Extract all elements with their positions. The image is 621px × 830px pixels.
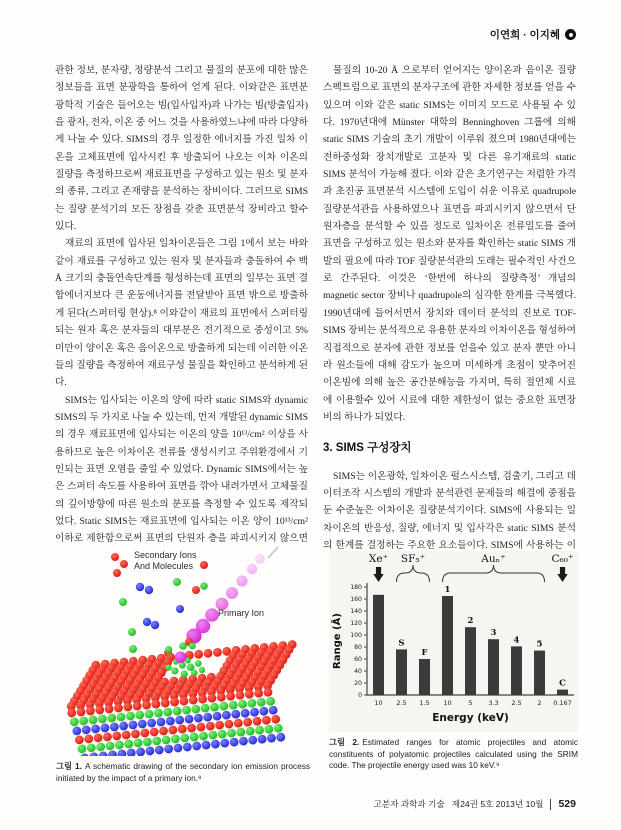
bar-label: C — [559, 678, 566, 689]
y-tick-label: 140 — [350, 608, 362, 615]
y-tick-label: 0 — [358, 692, 362, 699]
x-tick-label: 10 — [443, 699, 452, 707]
y-tick-label: 160 — [350, 596, 362, 603]
bar — [419, 659, 430, 695]
bar — [442, 596, 453, 695]
range-vs-energy-bar-chart — [329, 551, 578, 732]
projectile-group-label: SF₅⁺ — [400, 553, 426, 565]
bar-label: 4 — [513, 635, 520, 646]
secondary-ion-sphere — [151, 621, 159, 629]
journal-name: 고분자 과학과 기술 — [373, 799, 445, 809]
bar-label: 1 — [444, 585, 451, 595]
primary-ion-sphere — [247, 564, 257, 574]
secondary-ion-sphere — [119, 598, 127, 606]
bar — [534, 651, 545, 695]
bar-label: S — [398, 638, 405, 649]
projectile-group-label: Xe⁺ — [368, 553, 389, 565]
x-tick-label: 10 — [374, 699, 383, 707]
bar-label: F — [421, 648, 428, 658]
secondary-ion-sphere — [128, 628, 136, 636]
issue-info: 제24권 5호 2013년 10월 — [451, 799, 544, 809]
primary-ion-sphere — [255, 554, 265, 564]
x-axis-title: Energy (keV) — [432, 712, 509, 724]
bar — [511, 646, 522, 695]
x-tick-label: 3.3 — [488, 699, 499, 707]
figure2-caption-text: Estimated ranges for atomic projectiles and atomic constituents of polyatomic projectiles calculated using the SRIM code. The projectile energy used was 10 keV.⁹ — [329, 737, 578, 771]
x-tick-label: 1.5 — [419, 699, 430, 707]
column-left — [55, 62, 308, 543]
figure1-image — [56, 544, 310, 756]
secondary-ion-sphere — [136, 583, 144, 591]
secondary-ion-emission-illustration — [56, 544, 310, 756]
column-right — [323, 62, 576, 549]
projectile-group-label: C₆₀⁺ — [551, 553, 574, 565]
secondary-ions-label: Secondary Ions And Molecules — [134, 550, 197, 571]
author-names: 이연희 · 이지혜 — [489, 29, 560, 41]
paragraph: SIMS는 이온광학, 일차이온 펄스시스템, 검출기, 그리고 데이터조작 시스템의 개발과 분석관련 문제들의 해결에 중점을 둔 수준높은 이차이온 질량분석기이다. SIMS에 사용되는 일차이온의 반응성, 질량, 에너지 및 입사각은 static SIMS 분석의 한계를 결정하는 주요한 요소들이다. SIMS에 사용하는 이 — [323, 470, 576, 549]
paragraph: 관한 정보, 분자량, 정량분석 그리고 물질의 분포에 대한 많은 정보들을 표면 분광학을 통하여 얻게 된다. 이와같은 표면분광학적 기술은 들어오는 빔(입사입자)과 나가는 빔(방출입자)을 광자, 전자, 이온 중 어느 것을 사용하였느냐에 따라 다양하게 나눌 수 있다. SIMS의 경우 일정한 에너지를 가진 일차 이온을 고체표면에 입사시킨 후 방출되어 나오는 이차 이온의 질량을 측정하므로써 재료표면을 구성하고 있는 원소 및 분자의 종류, 그리고 존재량을 분석하는 장비이다. 그러므로 SIMS는 질량 분석기의 모든 장점을 갖춘 표면분석 장비라고 할수 있다. — [55, 65, 308, 233]
bar-label: 5 — [536, 639, 543, 650]
paragraph: 물질의 10-20 Å 으로부터 얻어지는 양이온과 음이온 질량 스펙트럼으로 표면의 분자구조에 관한 자세한 정보를 얻을 수 있으며 이와 같은 static SIMS는 이미지 모드로 사용될 수 있다. 1970년대에 Münster 대학의 Benninghoven 그룹에 의해 static SIMS 기술의 초기 개발이 이루워 졌으며 1980년대에는 전하중성화 장치개발로 고분자 및 다른 유기재료의 static SIMS 분석이 가능해 졌다. 이와 같은 초기연구는 저렴한 가격과 초진공 표면분석 시스템에 도입이 쉬운 이유로 quadrupole 질량분석관을 사용하였으나 표면을 파괴시키지 않으면서 단원자층을 분석할 수 있을 정도로 일차이온 전류밀도를 줄여 표면을 구성하고 있는 원소와 분자를 확인하는 static SIMS 개발의 필요에 따라 TOF 질량분석관의 도래는 필수적인 사건으로 간주된다. 이것은 ‘한번에 하나의 질량측정’ 개념의 magnetic sector 장비나 quadrupole의 심각한 한계를 극복했다. 1990년대에 들어서면서 장치와 데이터 분석의 진보로 TOF-SIMS 장비는 분석적으로 유용한 분자의 이차이온을 형성하여 직접적으로 분자에 관한 정보를 얻을수 있고 분자 뿐만 아니라 원소들에 대해 감도가 높으며 미세하게 초점이 맞추어진 이온빔에 의해 높은 공간분해능을 가지며, 특히 절연체 시료에 이용할수 있어 시료에 대한 제한성이 없는 중요한 표면장비의 하나가 되었다. — [323, 65, 576, 423]
secondary-ion-sphere — [111, 553, 119, 561]
page-footer — [374, 798, 576, 810]
secondary-ion-sphere — [113, 569, 121, 577]
secondary-ion-sphere — [143, 618, 151, 626]
bar — [396, 649, 407, 695]
figure2-caption-tag: 그림 2. — [329, 737, 360, 747]
figure1-caption-tag: 그림 1. — [56, 761, 82, 771]
bar — [373, 595, 384, 695]
figure1-caption — [56, 761, 310, 784]
secondary-ion-sphere — [176, 605, 184, 613]
x-tick-label: 0.167 — [553, 699, 572, 707]
y-tick-label: 100 — [350, 632, 362, 639]
primary-ion-sphere — [205, 608, 219, 622]
paragraph: SIMS는 입사되는 이온의 양에 따라 static SIMS와 dynamic SIMS의 두 가지로 나눌 수 있는데, 먼저 개발된 dynamic SIMS의 경우 재료표면에 입사되는 이온의 양을 10¹³/cm² 이상을 사용하므로 높은 이차이온 전류를 생성시키고 주위환경에서 기인되는 표면 오염을 줄일 수 있었다. Dynamic SIMS에서는 높은 스퍼터 속도를 사용하여 표면을 깎아 내려가면서 고체물질의 깊이방향에 따른 원소의 분포를 측정할 수 있도록 제작되었다. Static SIMS는 재료표면에 입사되는 이온 양이 10¹³/cm² 이하로 제한함으로써 표면의 단원자 층을 파괴시키지 않으면 — [55, 394, 308, 543]
secondary-ion-sphere — [120, 560, 128, 568]
y-tick-label: 120 — [350, 620, 362, 627]
primary-ion-label: Primary Ion — [218, 608, 265, 618]
bar — [488, 639, 499, 695]
bar-label: 3 — [490, 628, 497, 639]
secondary-ion-sphere — [179, 642, 187, 650]
page-header — [490, 27, 576, 42]
secondary-ion-sphere — [192, 586, 200, 594]
crystal-lattice — [61, 632, 306, 756]
primary-ion-sphere — [226, 587, 238, 599]
figure2 — [329, 551, 578, 772]
page-number: 529 — [558, 798, 576, 810]
footer-divider — [550, 799, 551, 810]
secondary-ion-sphere — [173, 578, 181, 586]
figure2-caption — [329, 737, 578, 772]
x-tick-label: 5 — [468, 699, 473, 707]
x-tick-label: 2.5 — [396, 699, 407, 707]
bar — [557, 690, 568, 695]
paragraph: 재료의 표면에 입사된 일차이온들은 그림 1에서 보는 바와 같이 재료를 구성하고 있는 원자 및 분자들과 충돌하여 수 백 Å 크기의 충돌연속단계를 형성하는데 표면의 일부는 표면 결합에너지보다 큰 운동에너지를 전달받아 표면 밖으로 방출하게 된다(스퍼터링 현상).⁸ 이와같이 재료의 표면에서 스퍼터링되는 원자 혹은 분자들의 대부분은 전기적으로 중성이고 5% 미만이 양이온 혹은 음이온으로 방출하게 되는데 이러한 이온들의 질량을 측정하여 재료구성 물질을 확인하고 분석하게 된다. — [55, 238, 308, 389]
bar-label: 2 — [467, 616, 474, 627]
y-tick-label: 60 — [354, 656, 362, 663]
secondary-ion-sphere — [200, 582, 208, 590]
y-tick-label: 40 — [354, 668, 362, 675]
projectile-group-label: Auₙ⁺ — [481, 553, 506, 565]
bar — [465, 627, 476, 695]
secondary-ion-sphere — [129, 645, 137, 653]
figure1 — [56, 544, 310, 784]
y-axis-title: Range (Å) — [332, 613, 343, 669]
y-tick-label: 180 — [350, 584, 362, 591]
figure1-caption-text: A schematic drawing of the secondary ion emission process initiated by the impact of a primary ion.⁸ — [56, 761, 310, 783]
x-tick-label: 2 — [537, 699, 542, 707]
target-circle-icon — [565, 29, 576, 40]
y-tick-label: 80 — [354, 644, 362, 651]
x-tick-label: 2.5 — [511, 699, 522, 707]
primary-ion-sphere — [236, 575, 247, 586]
y-tick-label: 20 — [354, 680, 362, 687]
secondary-ion-sphere — [145, 586, 153, 594]
section-heading: 3. SIMS 구성장치 — [323, 442, 412, 455]
